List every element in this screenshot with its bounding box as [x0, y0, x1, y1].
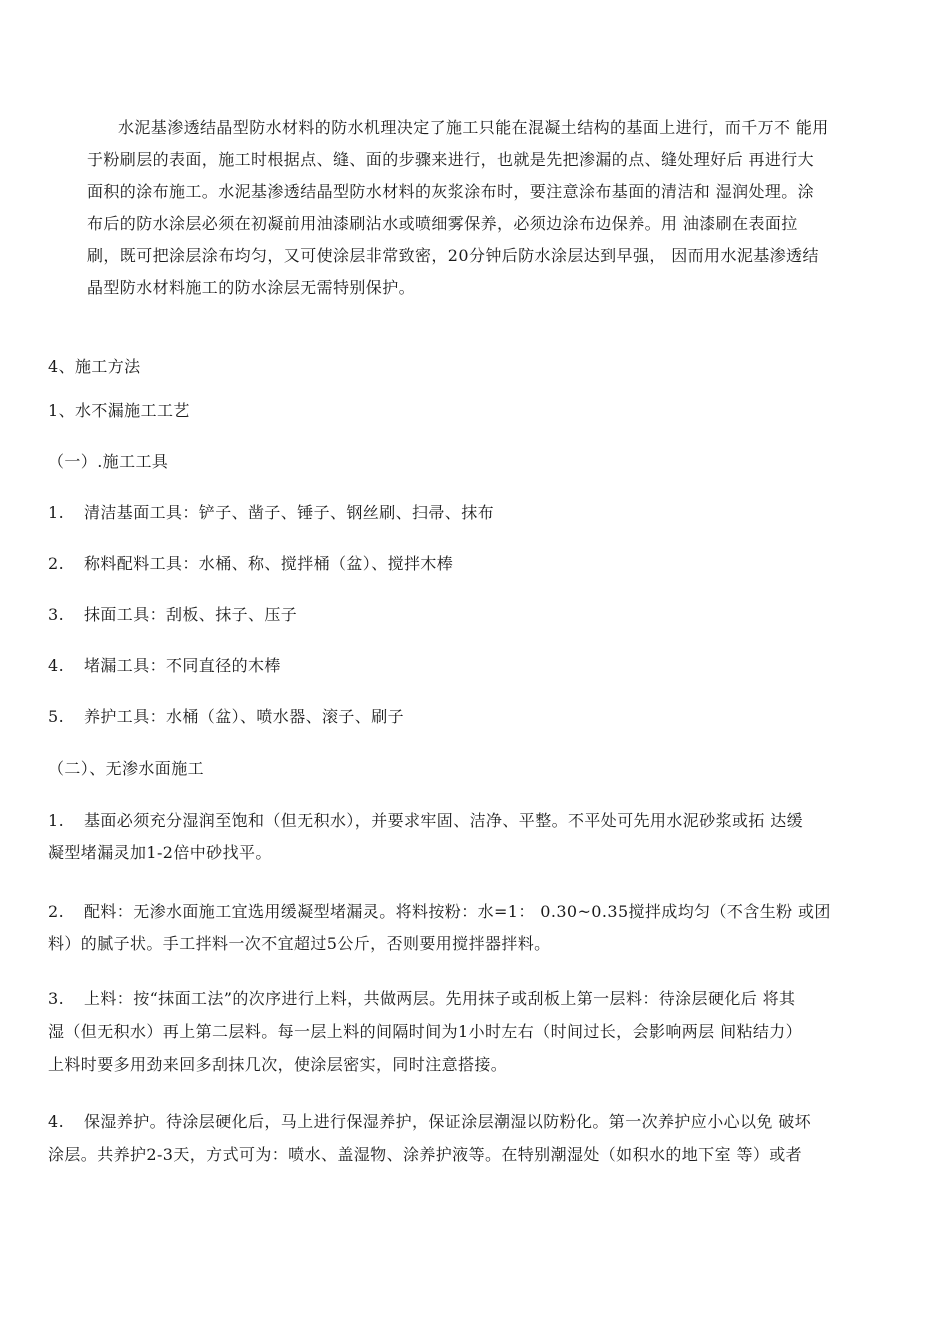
- item-text: 配料：无渗水面施工宜选用缓凝型堵漏灵。将料按粉：水=1： 0.30~0.35搅拌成均匀（不含生粉 或团: [84, 902, 831, 921]
- intro-line: 晶型防水材料施工的防水涂层无需特别保护。: [87, 278, 416, 297]
- item-number: 4.: [48, 656, 65, 675]
- intro-line: 刷，既可把涂层涂布均匀，又可使涂层非常致密，20分钟后防水涂层达到早强， 因而用水泥基渗透结: [87, 246, 819, 265]
- step-continuation: 凝型堵漏灵加1-2倍中砂找平。: [48, 843, 272, 862]
- step-continuation: 料）的腻子状。手工拌料一次不宜超过5公斤，否则要用搅拌器拌料。: [48, 934, 551, 953]
- item-number: 2.: [48, 902, 65, 921]
- item-number: 1.: [48, 503, 65, 522]
- tool-item: [48, 655, 281, 677]
- subheading-tools: （一）.施工工具: [48, 452, 169, 471]
- intro-line: 布后的防水涂层必须在初凝前用油漆刷沾水或喷细雾保养，必须边涂布边保养。用 油漆刷在表面拉: [87, 214, 798, 233]
- step-continuation: 湿（但无积水）再上第二层料。每一层上料的间隔时间为1小时左右（时间过长，会影响两层 间粘结力）: [48, 1022, 803, 1041]
- item-text: 称料配料工具：水桶、称、搅拌桶（盆）、搅拌木棒: [84, 554, 454, 573]
- step-continuation: 上料时要多用劲来回多刮抹几次，使涂层密实，同时注意搭接。: [48, 1055, 508, 1074]
- intro-line: 面积的涂布施工。水泥基渗透结晶型防水材料的灰浆涂布时，要注意涂布基面的清洁和 湿润处理。涂: [87, 182, 815, 201]
- tool-item: [48, 706, 404, 728]
- tool-item: [48, 502, 494, 524]
- item-text: 基面必须充分湿润至饱和（但无积水），并要求牢固、洁净、平整。不平处可先用水泥砂浆或拓 达缓: [84, 811, 804, 830]
- item-text: 抹面工具：刮板、抹子、压子: [84, 605, 298, 624]
- intro-line: 水泥基渗透结晶型防水材料的防水机理决定了施工只能在混凝土结构的基面上进行，而千万不 能用: [118, 118, 829, 137]
- item-number: 5.: [48, 707, 65, 726]
- item-text: 养护工具：水桶（盆）、喷水器、滚子、刷子: [84, 707, 405, 726]
- item-number: 3.: [48, 989, 65, 1008]
- item-number: 4.: [48, 1112, 65, 1131]
- step-item: [48, 901, 831, 923]
- tool-item: [48, 604, 297, 626]
- step-item: [48, 988, 795, 1010]
- item-text: 清洁基面工具：铲子、凿子、锤子、钢丝刷、扫帚、抹布: [84, 503, 495, 522]
- step-continuation: 涂层。共养护2-3天，方式可为：喷水、盖湿物、涂养护液等。在特别潮湿处（如积水的地下室 等）或者: [48, 1145, 803, 1164]
- tool-item: [48, 553, 453, 575]
- item-text: 上料：按“抹面工法”的次序进行上料，共做两层。先用抹子或刮板上第一层料：待涂层硬化后 将其: [84, 989, 796, 1008]
- item-number: 2.: [48, 554, 65, 573]
- step-item: [48, 810, 803, 832]
- item-text: 保湿养护。待涂层硬化后，马上进行保湿养护，保证涂层潮湿以防粉化。第一次养护应小心以免 破坏: [84, 1112, 812, 1131]
- item-number: 3.: [48, 605, 65, 624]
- item-number: 1.: [48, 811, 65, 830]
- intro-line: 于粉刷层的表面，施工时根据点、缝、面的步骤来进行，也就是先把渗漏的点、缝处理好后 再进行大: [87, 150, 815, 169]
- section-heading-method: 4、施工方法: [48, 357, 141, 376]
- item-text: 堵漏工具：不同直径的木棒: [84, 656, 281, 675]
- step-item: [48, 1111, 811, 1133]
- section-heading-process: 1、水不漏施工工艺: [48, 401, 190, 420]
- subheading-surface: （二）、无渗水面施工: [48, 759, 205, 778]
